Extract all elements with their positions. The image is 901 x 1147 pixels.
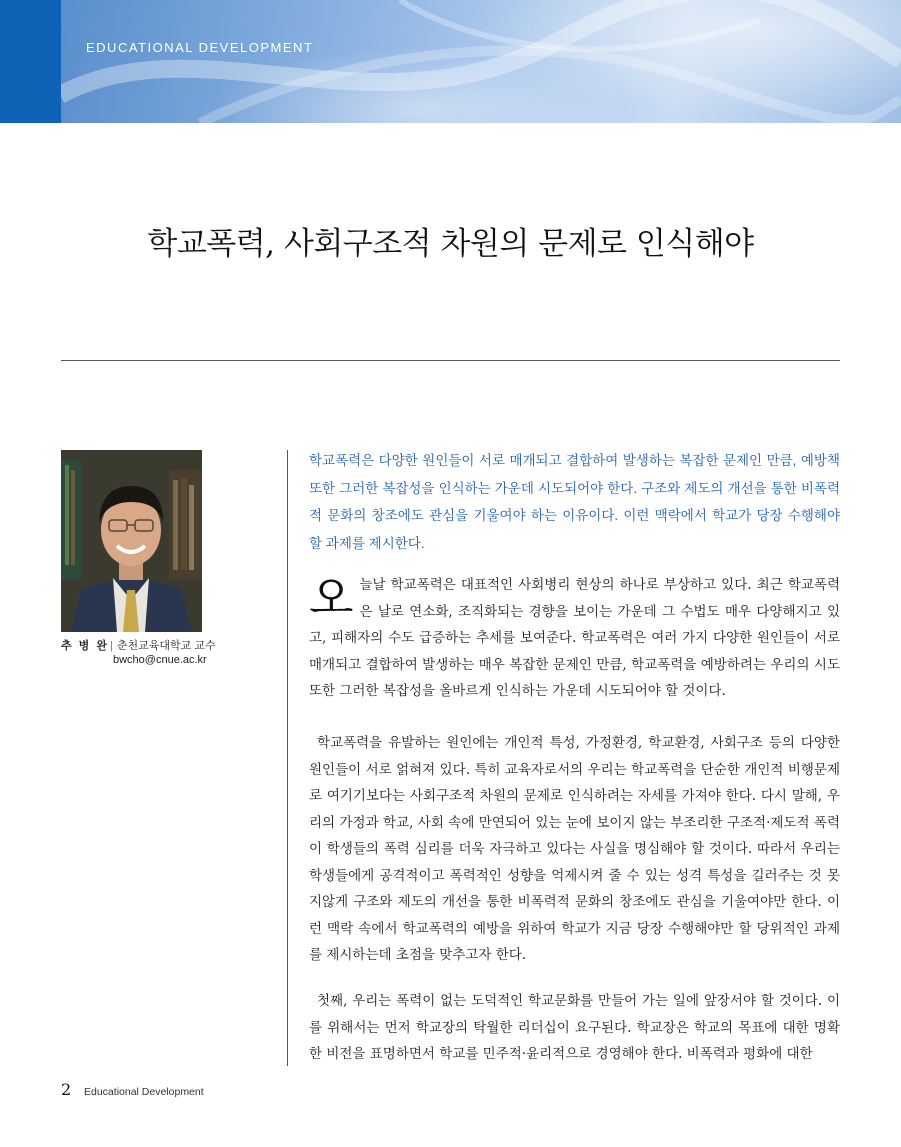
author-name: 추 병 완	[61, 640, 109, 652]
author-affiliation: 춘천교육대학교 교수	[116, 640, 216, 652]
drop-cap: 오	[309, 571, 354, 625]
author-email: bwcho@cnue.ac.kr	[113, 654, 207, 666]
column-divider	[287, 450, 288, 1066]
section-title: EDUCATIONAL DEVELOPMENT	[86, 40, 314, 55]
body-paragraph-1	[309, 572, 840, 705]
page-number: 2	[61, 1080, 72, 1099]
title-divider	[61, 360, 840, 361]
paragraph-text: 늘날 학교폭력은 대표적인 사회병리 현상의 하나로 부상하고 있다. 최근 학교폭력은 날로 연소화, 조직화되는 경향을 보이는 가운데 그 수법도 매우 다양해지고 있고, 피해자의 수도 급증하는 추세를 보여준다. 학교폭력은 여러 가지 다양한 원인들이 서로 매개되고 결합하여 발생하는 매우 복잡한 문제인 만큼, 학교폭력을 예방하려는 우리의 시도 또한 그러한 복잡성을 올바르게 인식하는 가운데 시도되어야 할 것이다.	[309, 577, 840, 699]
paragraph-text: 첫째, 우리는 폭력이 없는 도덕적인 학교문화를 만들어 가는 일에 앞장서야 할 것이다. 이를 위해서는 먼저 학교장의 탁월한 리더십이 요구된다. 학교장은 학교의 목표에 대한 명확한 비전을 표명하면서 학교를 민주적·윤리적으로 경영해야 한다. 비폭력과 평화에 대한	[309, 993, 840, 1062]
author-byline	[61, 637, 221, 653]
body-paragraph-2	[309, 730, 840, 969]
author-photo	[61, 450, 202, 632]
author-separator: |	[110, 640, 113, 652]
article-lead: 학교폭력은 다양한 원인들이 서로 매개되고 결합하여 발생하는 복잡한 문제인 만큼, 예방책 또한 그러한 복잡성을 인식하는 가운데 시도되어야 한다. 구조와 제도의 개선을 통한 비폭력적 문화의 창조에도 관심을 기울여야 하는 이유이다. 이런 맥락에서 학교가 당장 수행해야 할 과제를 제시한다.	[309, 453, 840, 551]
magazine-name: Educational Development	[84, 1086, 204, 1098]
body-paragraph-3	[309, 988, 840, 1068]
banner-accent-strip	[0, 0, 61, 123]
header-banner	[0, 0, 901, 123]
banner-swirl-decoration	[0, 0, 901, 123]
paragraph-text: 학교폭력을 유발하는 원인에는 개인적 특성, 가정환경, 학교환경, 사회구조 등의 다양한 원인들이 서로 얽혀져 있다. 특히 교육자로서의 우리는 학교폭력을 단순한 개인적 비행문제로 여기기보다는 사회구조적 차원의 문제로 인식하려는 자세를 가져야 한다. 다시 말해, 우리의 가정과 학교, 사회 속에 만연되어 있는 눈에 보이지 않는 부조리한 구조적·제도적 폭력이 학생들의 폭력 심리를 더욱 자극하고 있다는 사실을 명심해야 할 것이다. 따라서 우리는 학생들에게 공격적이고 폭력적인 성향을 억제시켜 줄 수 있는 성격 특성을 길러주는 것 못지않게 구조와 제도의 개선을 통한 비폭력적 문화의 창조에도 관심을 기울여야만 한다. 이런 맥락 속에서 학교폭력의 예방을 위하여 학교가 지금 당장 수행해야만 할 당위적인 과제를 제시하는데 초점을 맞추고자 한다.	[309, 735, 840, 963]
article-title: 학교폭력, 사회구조적 차원의 문제로 인식해야	[147, 226, 754, 262]
